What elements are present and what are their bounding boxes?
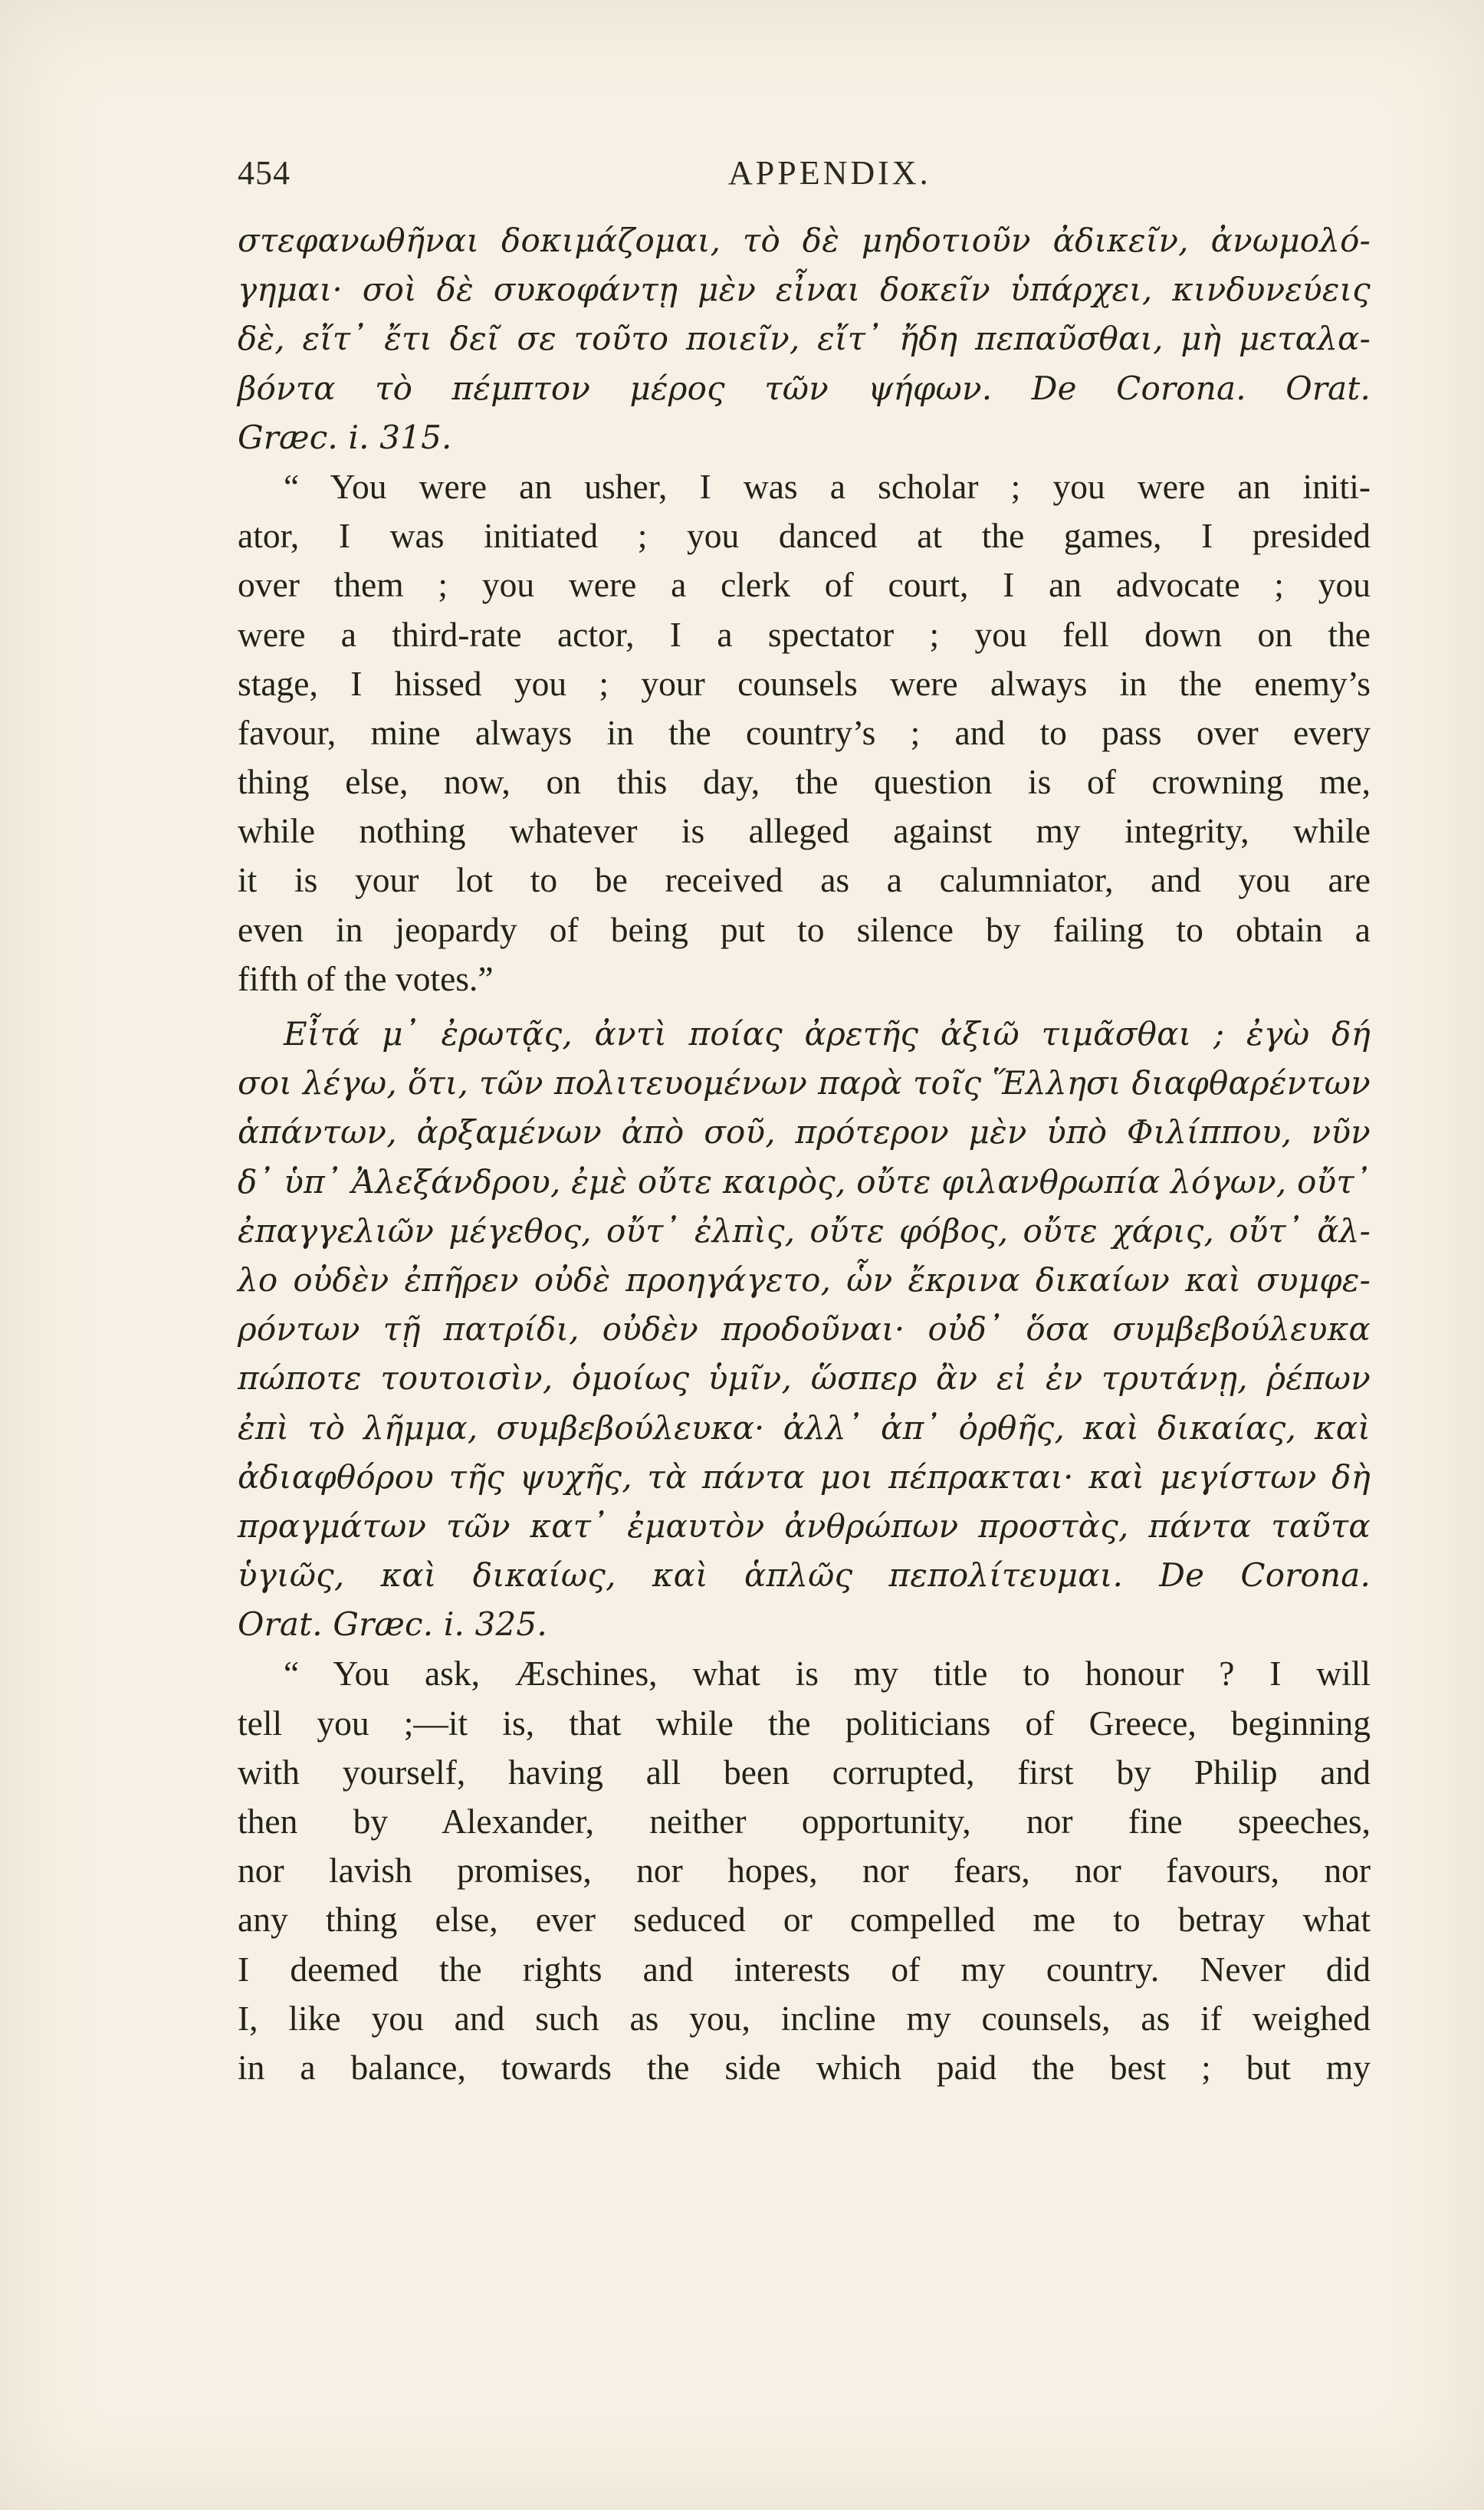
text-line: “ You ask, Æschines, what is my title to honour ? I will — [284, 1654, 1371, 1694]
text-line: ator, I was initiated ; you danced at the games, I presided — [238, 516, 1371, 556]
text-line: στεφανωθῆναι δοκιμάζομαι, τὸ δὲ μηδοτιοῦν ἀδικεῖν, ἀνωμολό- — [238, 222, 1371, 259]
text-line: ἁπάντων, ἀρξαμένων ἀπὸ σοῦ, πρότερον μὲν ὑπὸ Φιλίππου, νῦν — [238, 1113, 1371, 1152]
text-line: ρόντων τῇ πατρίδι, οὐδὲν προδοῦναι· οὐδ᾽ ὅσα συμβεβούλευκα — [238, 1310, 1371, 1349]
text-line: tell you ;—it is, that while the politicians of Greece, beginning — [238, 1703, 1371, 1743]
text-line: ὑγιῶς, καὶ δικαίως, καὶ ἁπλῶς πεπολίτευμαι. De Corona. — [238, 1556, 1371, 1595]
text-line: Orat. Græc. i. 325. — [238, 1605, 547, 1644]
text-line: δὲ, εἴτ᾽ ἔτι δεῖ σε τοῦτο ποιεῖν, εἴτ᾽ ἤδη πεπαῦσθαι, μὴ μεταλα- — [238, 320, 1371, 358]
english-passage-1 — [238, 462, 1371, 1004]
text-line: I deemed the rights and interests of my country. Never did — [238, 1949, 1371, 1989]
page-number: 454 — [238, 154, 291, 192]
text-line: “ You were an usher, I was a scholar ; you were an initi- — [284, 466, 1371, 506]
text-line: with yourself, having all been corrupted, first by Philip and — [238, 1752, 1371, 1792]
text-line: πραγμάτων τῶν κατ᾽ ἐμαυτὸν ἀνθρώπων προστὰς, πάντα ταῦτα — [238, 1506, 1371, 1545]
text-line: then by Alexander, neither opportunity, nor fine speeches, — [238, 1802, 1371, 1841]
text-line: in a balance, towards the side which paid the best ; but my — [238, 2047, 1371, 2087]
text-line: nor lavish promises, nor hopes, nor fears, nor favours, nor — [238, 1851, 1371, 1891]
text-line: γημαι· σοὶ δὲ συκοφάντῃ μὲν εἶναι δοκεῖν ὑπάρχει, κινδυνεύεις — [238, 271, 1371, 309]
text-line: λο οὐδὲν ἐπῆρεν οὐδὲ προηγάγετο, ὧν ἔκρινα δικαίων καὶ συμφε- — [238, 1260, 1371, 1299]
text-line: ἐπὶ τὸ λῆμμα, συμβεβούλευκα· ἀλλ᾽ ἀπ᾽ ὀρθῆς, καὶ δικαίας, καὶ — [238, 1408, 1371, 1447]
page-text — [238, 216, 1371, 2092]
text-line: σοι λέγω, ὅτι, τῶν πολιτευομένων παρὰ τοῖς Ἕλλησι διαφθαρέντων — [238, 1064, 1371, 1102]
text-line: ἀδιαφθόρου τῆς ψυχῆς, τὰ πάντα μοι πέπρακται· καὶ μεγίστων δὴ — [238, 1457, 1371, 1496]
text-line: πώποτε τουτοισὶν, ὁμοίως ὑμῖν, ὥσπερ ἂν εἰ ἐν τρυτάνῃ, ῥέπων — [238, 1359, 1371, 1398]
greek-passage-1 — [238, 216, 1371, 462]
text-line: I, like you and such as you, incline my counsels, as if weighed — [238, 1998, 1371, 2038]
text-line: βόντα τὸ πέμπτον μέρος τῶν ψήφων. De Corona. Orat. — [238, 369, 1371, 407]
text-line: it is your lot to be received as a calumniator, and you are — [238, 860, 1371, 900]
text-line: any thing else, ever seduced or compelled me to betray what — [238, 1900, 1371, 1940]
text-line: even in jeopardy of being put to silence by failing to obtain a — [238, 909, 1371, 949]
text-line: thing else, now, on this day, the question is of crowning me, — [238, 762, 1371, 802]
english-passage-2 — [238, 1649, 1371, 2092]
text-line: fifth of the votes.” — [238, 958, 494, 998]
text-line: over them ; you were a clerk of court, I an advocate ; you — [238, 565, 1371, 605]
text-line: Græc. i. 315. — [238, 418, 452, 456]
text-line: ἐπαγγελιῶν μέγεθος, οὔτ᾽ ἐλπὶς, οὔτε φόβος, οὔτε χάρις, οὔτ᾽ ἄλ- — [238, 1211, 1371, 1250]
text-line: favour, mine always in the country’s ; and to pass over every — [238, 712, 1371, 752]
page-header — [238, 153, 1372, 199]
running-head: APPENDIX. — [728, 154, 931, 192]
text-line: Εἶτά μ᾽ ἐρωτᾷς, ἀντὶ ποίας ἀρετῆς ἀξιῶ τιμᾶσθαι ; ἐγὼ δή — [284, 1015, 1371, 1053]
text-line: stage, I hissed you ; your counsels were always in the enemy’s — [238, 663, 1371, 703]
greek-passage-2 — [238, 1010, 1371, 1649]
text-line: while nothing whatever is alleged against my integrity, while — [238, 811, 1371, 851]
text-line: δ᾽ ὑπ᾽ Ἀλεξάνδρου, ἐμὲ οὔτε καιρὸς, οὔτε φιλανθρωπία λόγων, οὔτ᾽ — [238, 1162, 1371, 1201]
text-line: were a third-rate actor, I a spectator ; you fell down on the — [238, 614, 1371, 654]
